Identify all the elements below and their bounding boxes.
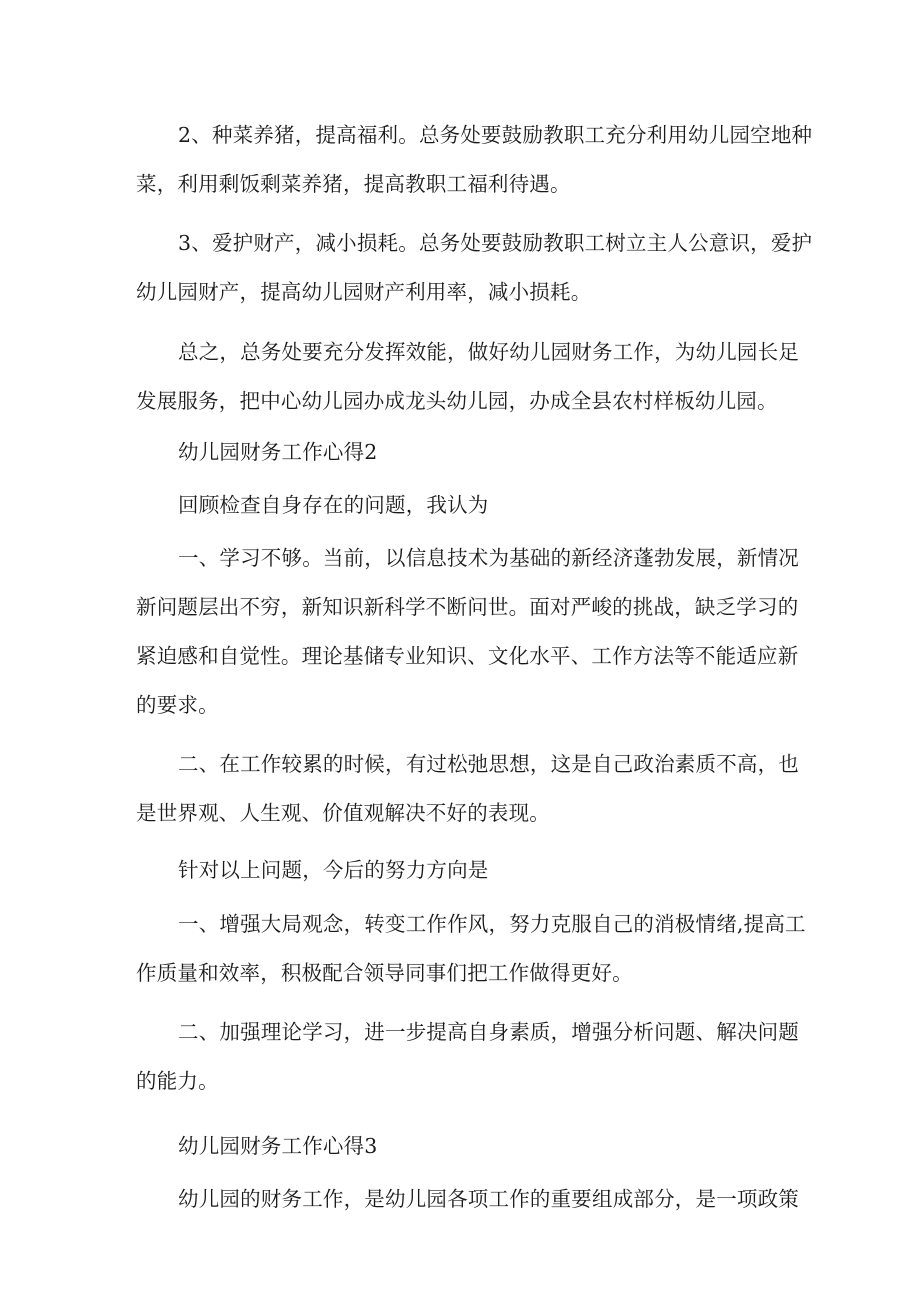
paragraph-line: 一、增强大局观念，转变工作作风，努力克服自己的消极情绪,提高工 xyxy=(178,912,806,936)
paragraph-line: 紧迫感和自觉性。理论基储专业知识、文化水平、工作方法等不能适应新 xyxy=(136,644,799,668)
paragraph-line: 菜，利用剩饭剩菜养猪，提高教职工福利待遇。 xyxy=(136,172,571,196)
paragraph-line: 总之，总务处要充分发挥效能，做好幼儿园财务工作，为幼儿园长足 xyxy=(178,340,799,364)
paragraph-line: 二、加强理论学习，进一步提高自身素质，增强分析问题、解决问题 xyxy=(178,1020,799,1044)
paragraph-line: 作质量和效率，积极配合领导同事们把工作做得更好。 xyxy=(136,961,633,985)
section-heading: 幼儿园财务工作心得3 xyxy=(178,1134,378,1158)
paragraph-line: 的要求。 xyxy=(136,693,219,717)
paragraph-line: 二、在工作较累的时候，有过松弛思想，这是自己政治素质不高，也 xyxy=(178,752,799,776)
paragraph-line: 幼儿园的财务工作，是幼儿园各项工作的重要组成部分，是一项政策 xyxy=(178,1187,799,1211)
paragraph-line: 3、爱护财产，减小损耗。总务处要鼓励教职工树立主人公意识，爱护 xyxy=(178,231,813,255)
paragraph-line: 是世界观、人生观、价值观解决不好的表现。 xyxy=(136,801,550,825)
paragraph-line: 2、种菜养猪，提高福利。总务处要鼓励教职工充分利用幼儿园空地种 xyxy=(178,123,813,147)
paragraph-line: 的能力。 xyxy=(136,1069,219,1093)
section-heading: 幼儿园财务工作心得2 xyxy=(178,440,378,464)
paragraph-line: 新问题层出不穷，新知识新科学不断问世。面对严峻的挑战，缺乏学习的 xyxy=(136,595,799,619)
paragraph-line: 幼儿园财产，提高幼儿园财产利用率，减小损耗。 xyxy=(136,280,592,304)
paragraph-line: 针对以上问题，今后的努力方向是 xyxy=(178,858,489,882)
paragraph-line: 发展服务，把中心幼儿园办成龙头幼儿园，办成全县农村样板幼儿园。 xyxy=(136,389,778,413)
paragraph-line: 一、学习不够。当前，以信息技术为基础的新经济蓬勃发展，新情况 xyxy=(178,546,799,570)
paragraph-line: 回顾检查自身存在的问题，我认为 xyxy=(178,493,489,517)
